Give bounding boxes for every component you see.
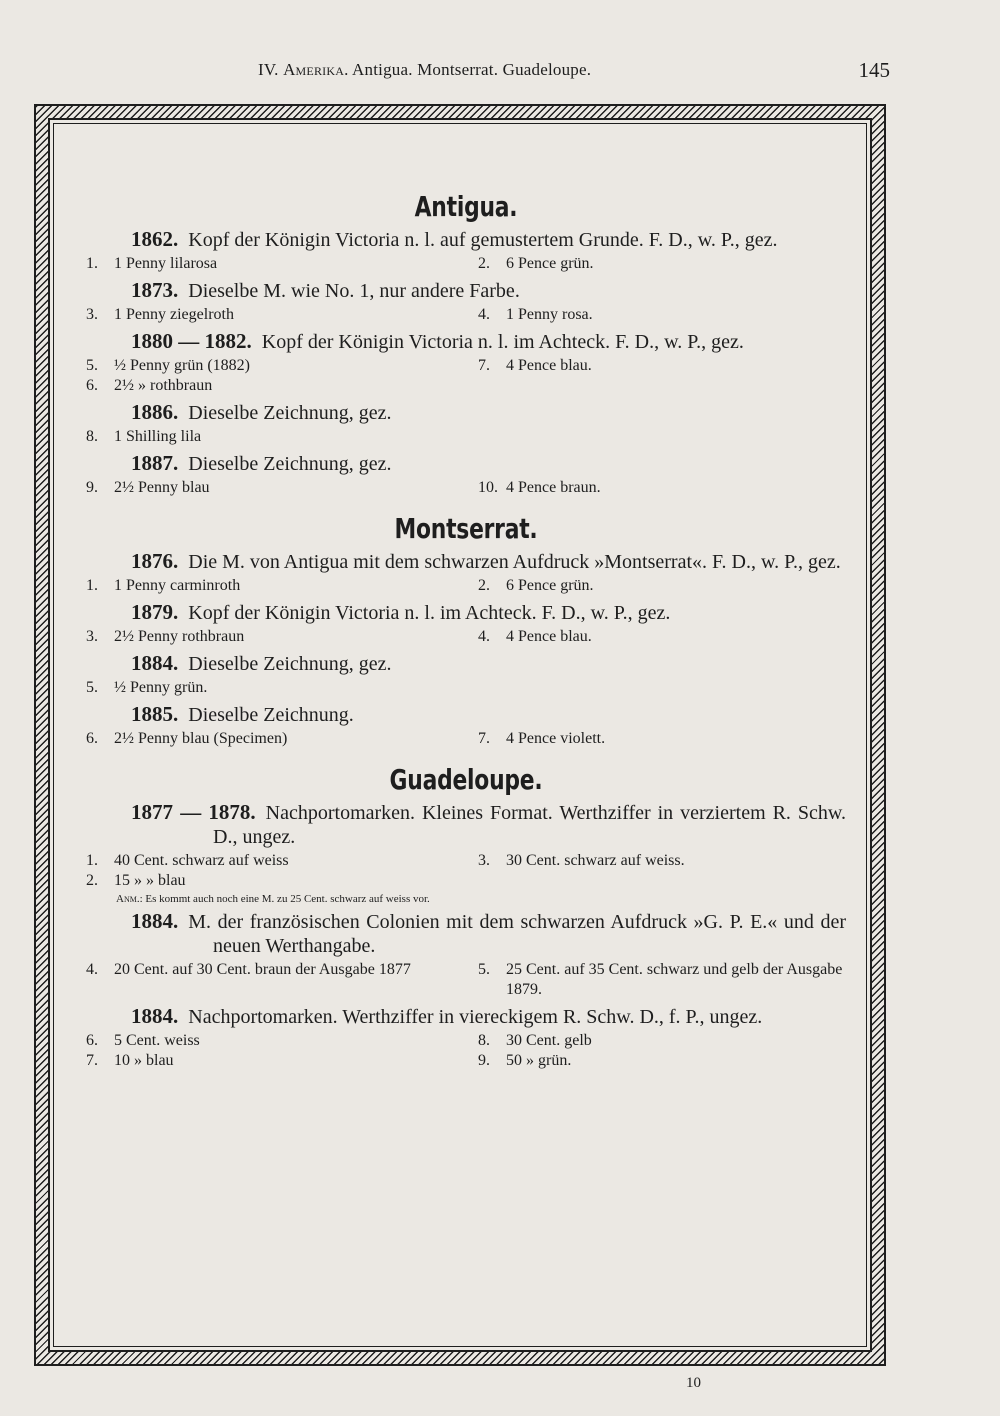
stamp-description: 10 » blau (114, 1052, 174, 1069)
stamp-description: 1 Shilling lila (114, 428, 202, 445)
stamp-item (86, 1031, 478, 1051)
issue-description: Dieselbe Zeichnung. (188, 704, 354, 726)
stamp-number (478, 376, 506, 396)
stamp-description (506, 871, 846, 891)
stamp-description: 6 Pence grün. (506, 255, 594, 272)
stamp-item (86, 376, 478, 396)
running-head-region: Amerika. (283, 60, 349, 79)
stamp-item (478, 1031, 846, 1051)
stamp-number: 7. (478, 357, 490, 374)
issue-heading (86, 702, 846, 727)
stamp-row (86, 376, 846, 396)
stamp-number: 8. (86, 428, 98, 445)
section-2 (86, 763, 846, 1071)
stamp-item (86, 1051, 478, 1071)
issue-heading (86, 227, 846, 252)
section-0 (86, 190, 846, 498)
issue-heading (86, 329, 846, 354)
stamp-number: 2. (478, 255, 490, 272)
issue-description: Nachportomarken. Kleines Format. Werthziffer in verziertem R. Schw. D., ungez. (213, 802, 847, 848)
issue-heading (86, 800, 846, 849)
issue-description: M. der französischen Colonien mit dem schwarzen Aufdruck »G. P. E.« und der neuen Werthangabe. (188, 911, 846, 957)
stamp-item (86, 478, 478, 498)
stamp-row (86, 1031, 846, 1051)
stamp-row (86, 254, 846, 274)
section-title: Antigua. (414, 190, 518, 223)
stamp-number: 2. (478, 577, 490, 594)
issue-description: Kopf der Königin Victoria n. l. auf gemustertem Grunde. F. D., w. P., gez. (188, 229, 778, 251)
issue-heading (86, 909, 846, 958)
issue-description: Dieselbe Zeichnung, gez. (188, 453, 392, 475)
stamp-list (86, 356, 846, 396)
stamp-item (86, 356, 478, 376)
stamp-number: 6. (86, 1032, 98, 1049)
running-head (258, 60, 591, 80)
stamp-description: 5 Cent. weiss (114, 1032, 200, 1049)
stamp-number (478, 427, 506, 447)
stamp-item (86, 576, 478, 596)
stamp-item (478, 871, 846, 891)
stamp-item (478, 678, 846, 698)
stamp-number: 3. (478, 852, 490, 869)
stamp-item (478, 851, 846, 871)
issue-heading (86, 600, 846, 625)
stamp-item (478, 427, 846, 447)
stamp-item (478, 627, 846, 647)
stamp-item (478, 576, 846, 596)
stamp-item (86, 960, 478, 1000)
stamp-number: 7. (86, 1052, 98, 1069)
stamp-list (86, 254, 846, 274)
issue-description: Dieselbe M. wie No. 1, nur andere Farbe. (188, 280, 520, 302)
stamp-list (86, 627, 846, 647)
stamp-item (86, 729, 478, 749)
issue-year: 1886. (131, 400, 179, 424)
issue-description: Kopf der Königin Victoria n. l. im Achteck. F. D., w. P., gez. (188, 602, 671, 624)
stamp-description: 50 » grün. (506, 1052, 572, 1069)
stamp-item (478, 376, 846, 396)
stamp-number: 9. (86, 479, 98, 496)
issue-year: 1880 — 1882. (131, 329, 252, 353)
stamp-row (86, 1051, 846, 1071)
stamp-item (478, 254, 846, 274)
stamp-number: 1. (86, 255, 98, 272)
issue-year: 1876. (131, 549, 179, 573)
stamp-list (86, 729, 846, 749)
section-1 (86, 512, 846, 749)
stamp-description: 2½ Penny blau (114, 479, 210, 496)
stamp-description (506, 376, 846, 396)
stamp-description: 30 Cent. schwarz auf weiss. (506, 852, 685, 869)
stamp-list (86, 427, 846, 447)
issue-year: 1884. (131, 909, 179, 933)
stamp-row (86, 871, 846, 891)
stamp-description: 15 » » blau (114, 872, 186, 889)
stamp-description (506, 427, 846, 447)
issue-heading (86, 1004, 846, 1029)
stamp-item (478, 356, 846, 376)
section-title: Guadeloupe. (389, 763, 543, 796)
issue-description: Dieselbe Zeichnung, gez. (188, 402, 392, 424)
stamp-description: 4 Pence blau. (506, 628, 592, 645)
stamp-description: 2½ Penny blau (Specimen) (114, 730, 288, 747)
stamp-number: 10. (478, 479, 498, 496)
stamp-number: 3. (86, 306, 98, 323)
stamp-item (478, 478, 846, 498)
stamp-row (86, 851, 846, 871)
issue-description: Dieselbe Zeichnung, gez. (188, 653, 392, 675)
running-head-roman: IV. (258, 60, 279, 79)
stamp-description: 2½ » rothbraun (114, 377, 213, 394)
stamp-row (86, 729, 846, 749)
stamp-row (86, 478, 846, 498)
stamp-list (86, 478, 846, 498)
stamp-number: 1. (86, 852, 98, 869)
issue-year: 1862. (131, 227, 179, 251)
stamp-list (86, 678, 846, 698)
stamp-number: 5. (86, 679, 98, 696)
stamp-list (86, 305, 846, 325)
stamp-number: 1. (86, 577, 98, 594)
issue-description: Nachportomarken. Werthziffer in viereckigem R. Schw. D., f. P., ungez. (188, 1006, 763, 1028)
issue-year: 1877 — 1878. (131, 800, 256, 824)
stamp-item (86, 427, 478, 447)
stamp-list (86, 960, 846, 1000)
stamp-number: 2. (86, 872, 98, 889)
stamp-row (86, 627, 846, 647)
stamp-row (86, 427, 846, 447)
stamp-number: 6. (86, 377, 98, 394)
stamp-description: 1 Penny carminroth (114, 577, 241, 594)
stamp-item (478, 305, 846, 325)
stamp-description (506, 678, 846, 698)
issue-heading (86, 549, 846, 574)
stamp-number: 5. (478, 961, 490, 978)
stamp-number: 4. (478, 306, 490, 323)
stamp-description: 2½ Penny rothbraun (114, 628, 245, 645)
stamp-number (478, 871, 506, 891)
stamp-description: 6 Pence grün. (506, 577, 594, 594)
stamp-item (478, 960, 846, 1000)
stamp-item (86, 851, 478, 871)
issue-year: 1885. (131, 702, 179, 726)
stamp-description: 4 Pence violett. (506, 730, 606, 747)
stamp-description: 20 Cent. auf 30 Cent. braun der Ausgabe 1877 (114, 961, 411, 978)
stamp-row (86, 960, 846, 1000)
stamp-number: 5. (86, 357, 98, 374)
stamp-number: 7. (478, 730, 490, 747)
issue-heading (86, 400, 846, 425)
stamp-description: 25 Cent. auf 35 Cent. schwarz und gelb der Ausgabe 1879. (506, 961, 843, 998)
stamp-item (478, 1051, 846, 1071)
section-title: Montserrat. (394, 512, 538, 545)
stamp-number: 3. (86, 628, 98, 645)
stamp-description: 1 Penny rosa. (506, 306, 593, 323)
stamp-description: ½ Penny grün. (114, 679, 208, 696)
stamp-list (86, 1031, 846, 1071)
stamp-number: 4. (86, 961, 98, 978)
stamp-description: ½ Penny grün (1882) (114, 357, 250, 374)
stamp-row (86, 305, 846, 325)
issue-year: 1884. (131, 1004, 179, 1028)
issue-year: 1873. (131, 278, 179, 302)
issue-year: 1887. (131, 451, 179, 475)
annotation (86, 893, 846, 905)
stamp-number: 8. (478, 1032, 490, 1049)
issue-year: 1884. (131, 651, 179, 675)
stamp-row (86, 576, 846, 596)
issue-year: 1879. (131, 600, 179, 624)
annotation-text: Es kommt auch noch eine M. zu 25 Cent. schwarz auf weiss vor. (145, 893, 430, 905)
issue-heading (86, 451, 846, 476)
stamp-description: 4 Pence blau. (506, 357, 592, 374)
stamp-list (86, 576, 846, 596)
stamp-number (478, 678, 506, 698)
stamp-description: 1 Penny ziegelroth (114, 306, 234, 323)
issue-heading (86, 651, 846, 676)
stamp-description: 30 Cent. gelb (506, 1032, 592, 1049)
page-number: 145 (858, 58, 890, 82)
issue-heading (86, 278, 846, 303)
annotation-label: Anm.: (116, 893, 143, 905)
stamp-item (478, 729, 846, 749)
stamp-number: 4. (478, 628, 490, 645)
issue-description: Die M. von Antigua mit dem schwarzen Aufdruck »Montserrat«. F. D., w. P., gez. (188, 551, 841, 573)
stamp-item (86, 627, 478, 647)
stamp-number: 6. (86, 730, 98, 747)
stamp-item (86, 871, 478, 891)
stamp-description: 40 Cent. schwarz auf weiss (114, 852, 289, 869)
catalog-content (86, 190, 846, 1071)
stamp-item (86, 678, 478, 698)
stamp-number: 9. (478, 1052, 490, 1069)
stamp-item (86, 254, 478, 274)
stamp-description: 4 Pence braun. (506, 479, 601, 496)
running-head-countries: Antigua. Montserrat. Guadeloupe. (352, 60, 592, 79)
stamp-description: 1 Penny lilarosa (114, 255, 218, 272)
stamp-item (86, 305, 478, 325)
sheet-signature: 10 (686, 1375, 701, 1391)
stamp-row (86, 356, 846, 376)
stamp-row (86, 678, 846, 698)
issue-description: Kopf der Königin Victoria n. l. im Achteck. F. D., w. P., gez. (261, 331, 744, 353)
stamp-list (86, 851, 846, 891)
